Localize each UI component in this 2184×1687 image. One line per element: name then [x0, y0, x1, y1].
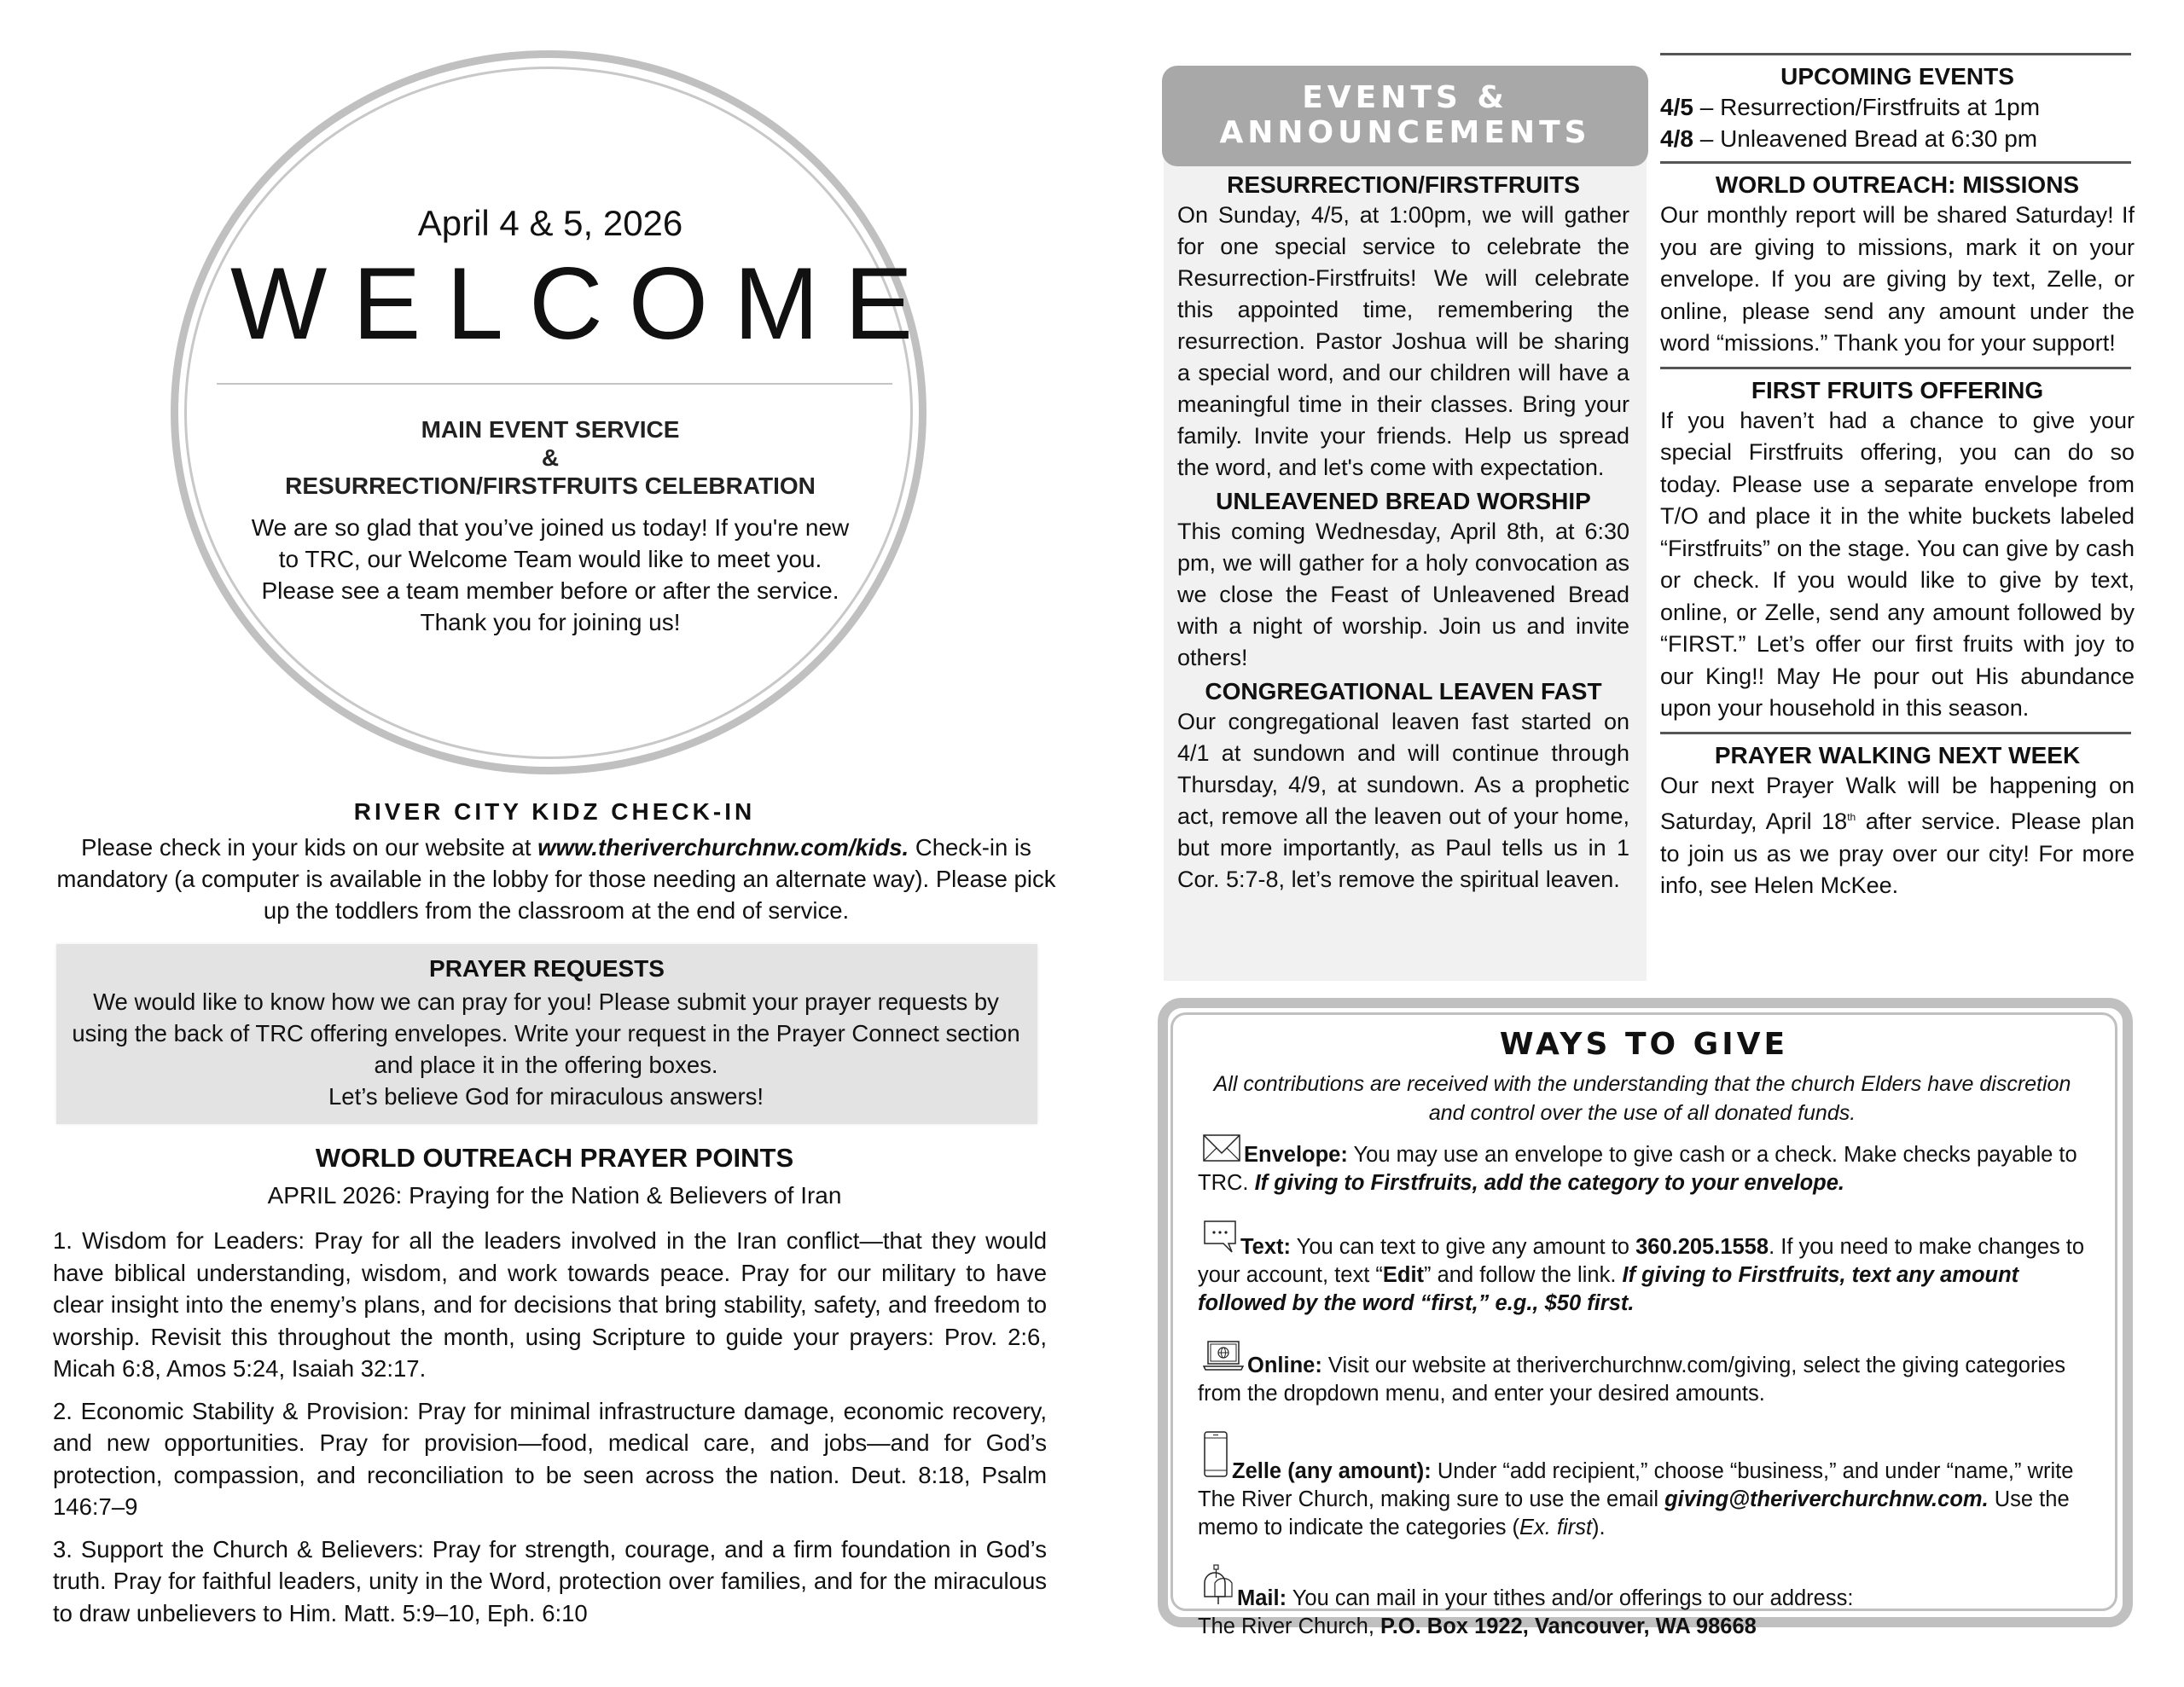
welcome-heading: WELCOME: [230, 246, 939, 361]
event-body: This coming Wednesday, April 8th, at 6:30 pm, we will gather for a holy convocation as we close the Feast of Unleavened Bread with a night of worship. Join us and invite others!: [1177, 519, 1629, 670]
missions-body: Our monthly report will be shared Saturday! If you are giving to missions, mark it on your envelope. If you are giving by text, Zelle, or online, please send any amount under the word “missions.” Thank you for your support!: [1660, 202, 2135, 356]
online-text: Visit our website at theriverchurchnw.com/giving, select the giving categories from the dropdown menu, and enter your desired amounts.: [1198, 1354, 2066, 1406]
welcome-circle-inner-ring: [184, 67, 939, 759]
prayer-walk-section: [1660, 734, 2135, 909]
text-instructions: ” and follow the link.: [1424, 1263, 1623, 1287]
welcome-divider: [217, 383, 892, 385]
first-fruits-heading: FIRST FRUITS OFFERING: [1751, 376, 2044, 403]
mailbox-icon: [1203, 1564, 1234, 1613]
prayer-walk-heading: PRAYER WALKING NEXT WEEK: [1714, 741, 2081, 768]
laptop-globe-icon: [1203, 1340, 1244, 1380]
ordinal-suffix: th: [1847, 811, 1856, 823]
giving-method-online: [1198, 1340, 2111, 1408]
giving-email-link[interactable]: giving@theriverchurchnw.com.: [1664, 1487, 1989, 1511]
text-instructions: . If you need to make changes to your account, text “: [1198, 1235, 2085, 1287]
envelope-text: You may use an envelope to give cash or a check. Make checks payable to TRC.: [1198, 1143, 2077, 1195]
envelope-icon: [1203, 1134, 1240, 1169]
events-list: [1177, 171, 1629, 899]
service-date: April 4 & 5, 2026: [417, 203, 683, 243]
text-instructions: You can text to give any amount to: [1291, 1235, 1636, 1259]
mail-address-prefix: The River Church,: [1198, 1615, 1380, 1638]
welcome-message: We are so glad that you’ve joined us today! If you're new to TRC, our Welcome Team would like to meet you. Please see a team member before or after the service. Thank you for joining us!: [251, 514, 850, 635]
giving-method-text: [1198, 1220, 2111, 1318]
events-header-line-1: EVENTS &: [1302, 80, 1508, 115]
kidz-text-prefix: Please check in your kids on our website at: [81, 834, 538, 861]
missions-heading: WORLD OUTREACH: MISSIONS: [1715, 171, 2080, 198]
event-title: RESURRECTION/FIRSTFRUITS: [1227, 171, 1580, 198]
smartphone-icon: [1203, 1430, 1228, 1486]
ways-to-give-heading: WAYS TO GIVE: [1499, 1027, 1789, 1062]
mailing-address: P.O. Box 1922, Vancouver, WA 98668: [1380, 1615, 1757, 1638]
main-event-line-2: &: [541, 444, 560, 471]
first-fruits-body: If you haven’t had a chance to give your special Firstfruits offering, you can do so today. Please use a separate envelope from T/O and place it in the white buckets labeled “Firstfruits” on the stage. You can give by cash or check. If you would like to give by text, online, or Zelle, send any amount followed by “FIRST.” Let’s offer our first fruits with joy to our King!! May He pour out His abundance upon your household in this season.: [1660, 407, 2135, 721]
world-outreach-points: [53, 1225, 1047, 1639]
upcoming-event-item: [1660, 123, 2135, 154]
prayer-walk-body: [1660, 770, 2135, 902]
main-event-line-1: MAIN EVENT SERVICE: [421, 416, 680, 443]
kidz-text-suffix: Check-in is mandatory (a computer is available in the lobby for those needing an alternate way). Please pick up the toddlers from the classroom at the end of service.: [56, 834, 1056, 924]
giving-method-envelope: [1198, 1134, 2111, 1197]
world-outreach-subtitle: APRIL 2026: Praying for the Nation & Believers of Iran: [267, 1182, 842, 1209]
event-title: CONGREGATIONAL LEAVEN FAST: [1205, 678, 1602, 704]
kidz-checkin-heading: RIVER CITY KIDZ CHECK-IN: [353, 798, 756, 825]
upcoming-event-date: 4/8: [1660, 125, 1693, 152]
prayer-requests-closing: Let’s believe God for miraculous answers!: [328, 1083, 764, 1110]
prayer-requests-body: [68, 986, 1024, 1112]
event-title: UNLEAVENED BREAD WORSHIP: [1216, 488, 1591, 514]
upcoming-event-date: 4/5: [1660, 94, 1693, 120]
upcoming-event-text: – Resurrection/Firstfruits at 1pm: [1693, 94, 2041, 120]
mail-label: Mail:: [1237, 1586, 1287, 1610]
giving-method-zelle: [1198, 1430, 2111, 1542]
upcoming-events-section: [1660, 55, 2135, 161]
world-outreach-heading: WORLD OUTREACH PRAYER POINTS: [315, 1143, 794, 1173]
edit-keyword: Edit: [1382, 1263, 1425, 1287]
online-label: Online:: [1247, 1354, 1322, 1377]
prayer-requests-heading: PRAYER REQUESTS: [429, 955, 665, 982]
prayer-point: 2. Economic Stability & Provision: Pray for minimal infrastructure damage, economic recovery, and new opportunities. Pray for provision—food, medical care, and jobs—and for God’s protection, compassion, and reconciliation to be seen across the nation. Deut. 8:18, Psalm 146:7–9: [53, 1397, 1047, 1520]
missions-section: [1660, 164, 2135, 367]
zelle-label: Zelle (any amount):: [1232, 1459, 1432, 1483]
upcoming-event-item: [1660, 91, 2135, 123]
text-emphasis: If giving to Firstfruits, text any amount followed by the word “first,” e.g., $50 first.: [1198, 1263, 2019, 1315]
envelope-label: Envelope:: [1244, 1143, 1348, 1167]
events-announcements-header: [1162, 66, 1648, 166]
chat-bubble-icon: [1203, 1220, 1237, 1261]
events-header-line-2: ANNOUNCEMENTS: [1219, 115, 1591, 150]
main-event-line-3: RESURRECTION/FIRSTFRUITS CELEBRATION: [285, 472, 816, 499]
zelle-text: ).: [1592, 1516, 1606, 1539]
text-to-give-number[interactable]: 360.205.1558: [1635, 1235, 1769, 1259]
event-body: Our congregational leaven fast started on 4/1 at sundown and will continue through Thursday, 4/9, at sundown. As a prophetic act, remove all the leaven out of your home, but more importantly, as Paul tells us in 1 Cor. 5:7-8, let’s remove the spiritual leaven.: [1177, 709, 1629, 892]
giving-method-mail: [1198, 1564, 2111, 1641]
kidz-checkin-link[interactable]: www.theriverchurchnw.com/kids.: [537, 834, 909, 861]
zelle-text: Use the memo to indicate the categories (: [1198, 1487, 2070, 1539]
envelope-emphasis: If giving to Firstfruits, add the category to your envelope.: [1254, 1171, 1844, 1195]
main-event-heading: [247, 415, 853, 500]
upcoming-event-text: – Unleavened Bread at 6:30 pm: [1693, 125, 2038, 152]
prayer-walk-text: Our next Prayer Walk will be happening on Saturday, April 18: [1660, 772, 2135, 834]
first-fruits-section: [1660, 369, 2135, 732]
kidz-checkin-body: [53, 832, 1060, 926]
zelle-text: Under “add recipient,” choose “business,” and under “name,” write The River Church, making sure to use the email: [1198, 1459, 2074, 1511]
prayer-point: 1. Wisdom for Leaders: Pray for all the leaders involved in the Iran conflict—that they would have biblical understanding, wisdom, and work towards peace. Pray for our military to have clear insight into the enemy’s plans, and for decisions that bring stability, safety, and freedom to worship. Revisit this throughout the month, using Scripture to guide your prayers: Prov. 2:6, Micah 6:8, Amos 5:24, Isaiah 32:17.: [53, 1227, 1047, 1382]
prayer-point: 3. Support the Church & Believers: Pray for strength, courage, and a firm foundation in God’s truth. Pray for faithful leaders, unity in the Word, protection over families, and for the miraculous to draw unbelievers to Him. Matt. 5:9–10, Eph. 6:10: [53, 1535, 1047, 1626]
giving-methods: [1198, 1134, 2111, 1663]
upcoming-events-heading: UPCOMING EVENTS: [1780, 63, 2014, 90]
giving-disclaimer: All contributions are received with the understanding that the church Elders have discretion and control over the use of all donated funds.: [1213, 1072, 2071, 1125]
prayer-requests-text: We would like to know how we can pray for you! Please submit your prayer requests by using the back of TRC offering envelopes. Write your request in the Prayer Connect section and place it in the offering boxes.: [72, 988, 1020, 1078]
prayer-walk-text: after service. Please plan to join us as we pray over our city! For more info, see Helen McKee.: [1660, 809, 2135, 898]
event-body: On Sunday, 4/5, at 1:00pm, we will gather for one special service to celebrate the Resurrection-Firstfruits! We will celebrate this appointed time, remembering the resurrection. Pastor Joshua will be sharing a special word, and our children will have a meaningful time in their classes. Bring your family. Invite your friends. Help us spread the word, and let's come with expectation.: [1177, 202, 1629, 480]
memo-example: Ex. first: [1519, 1516, 1593, 1539]
right-column: [1660, 53, 2135, 909]
text-label: Text:: [1240, 1235, 1292, 1259]
mail-text: You can mail in your tithes and/or offerings to our address:: [1287, 1586, 1854, 1610]
